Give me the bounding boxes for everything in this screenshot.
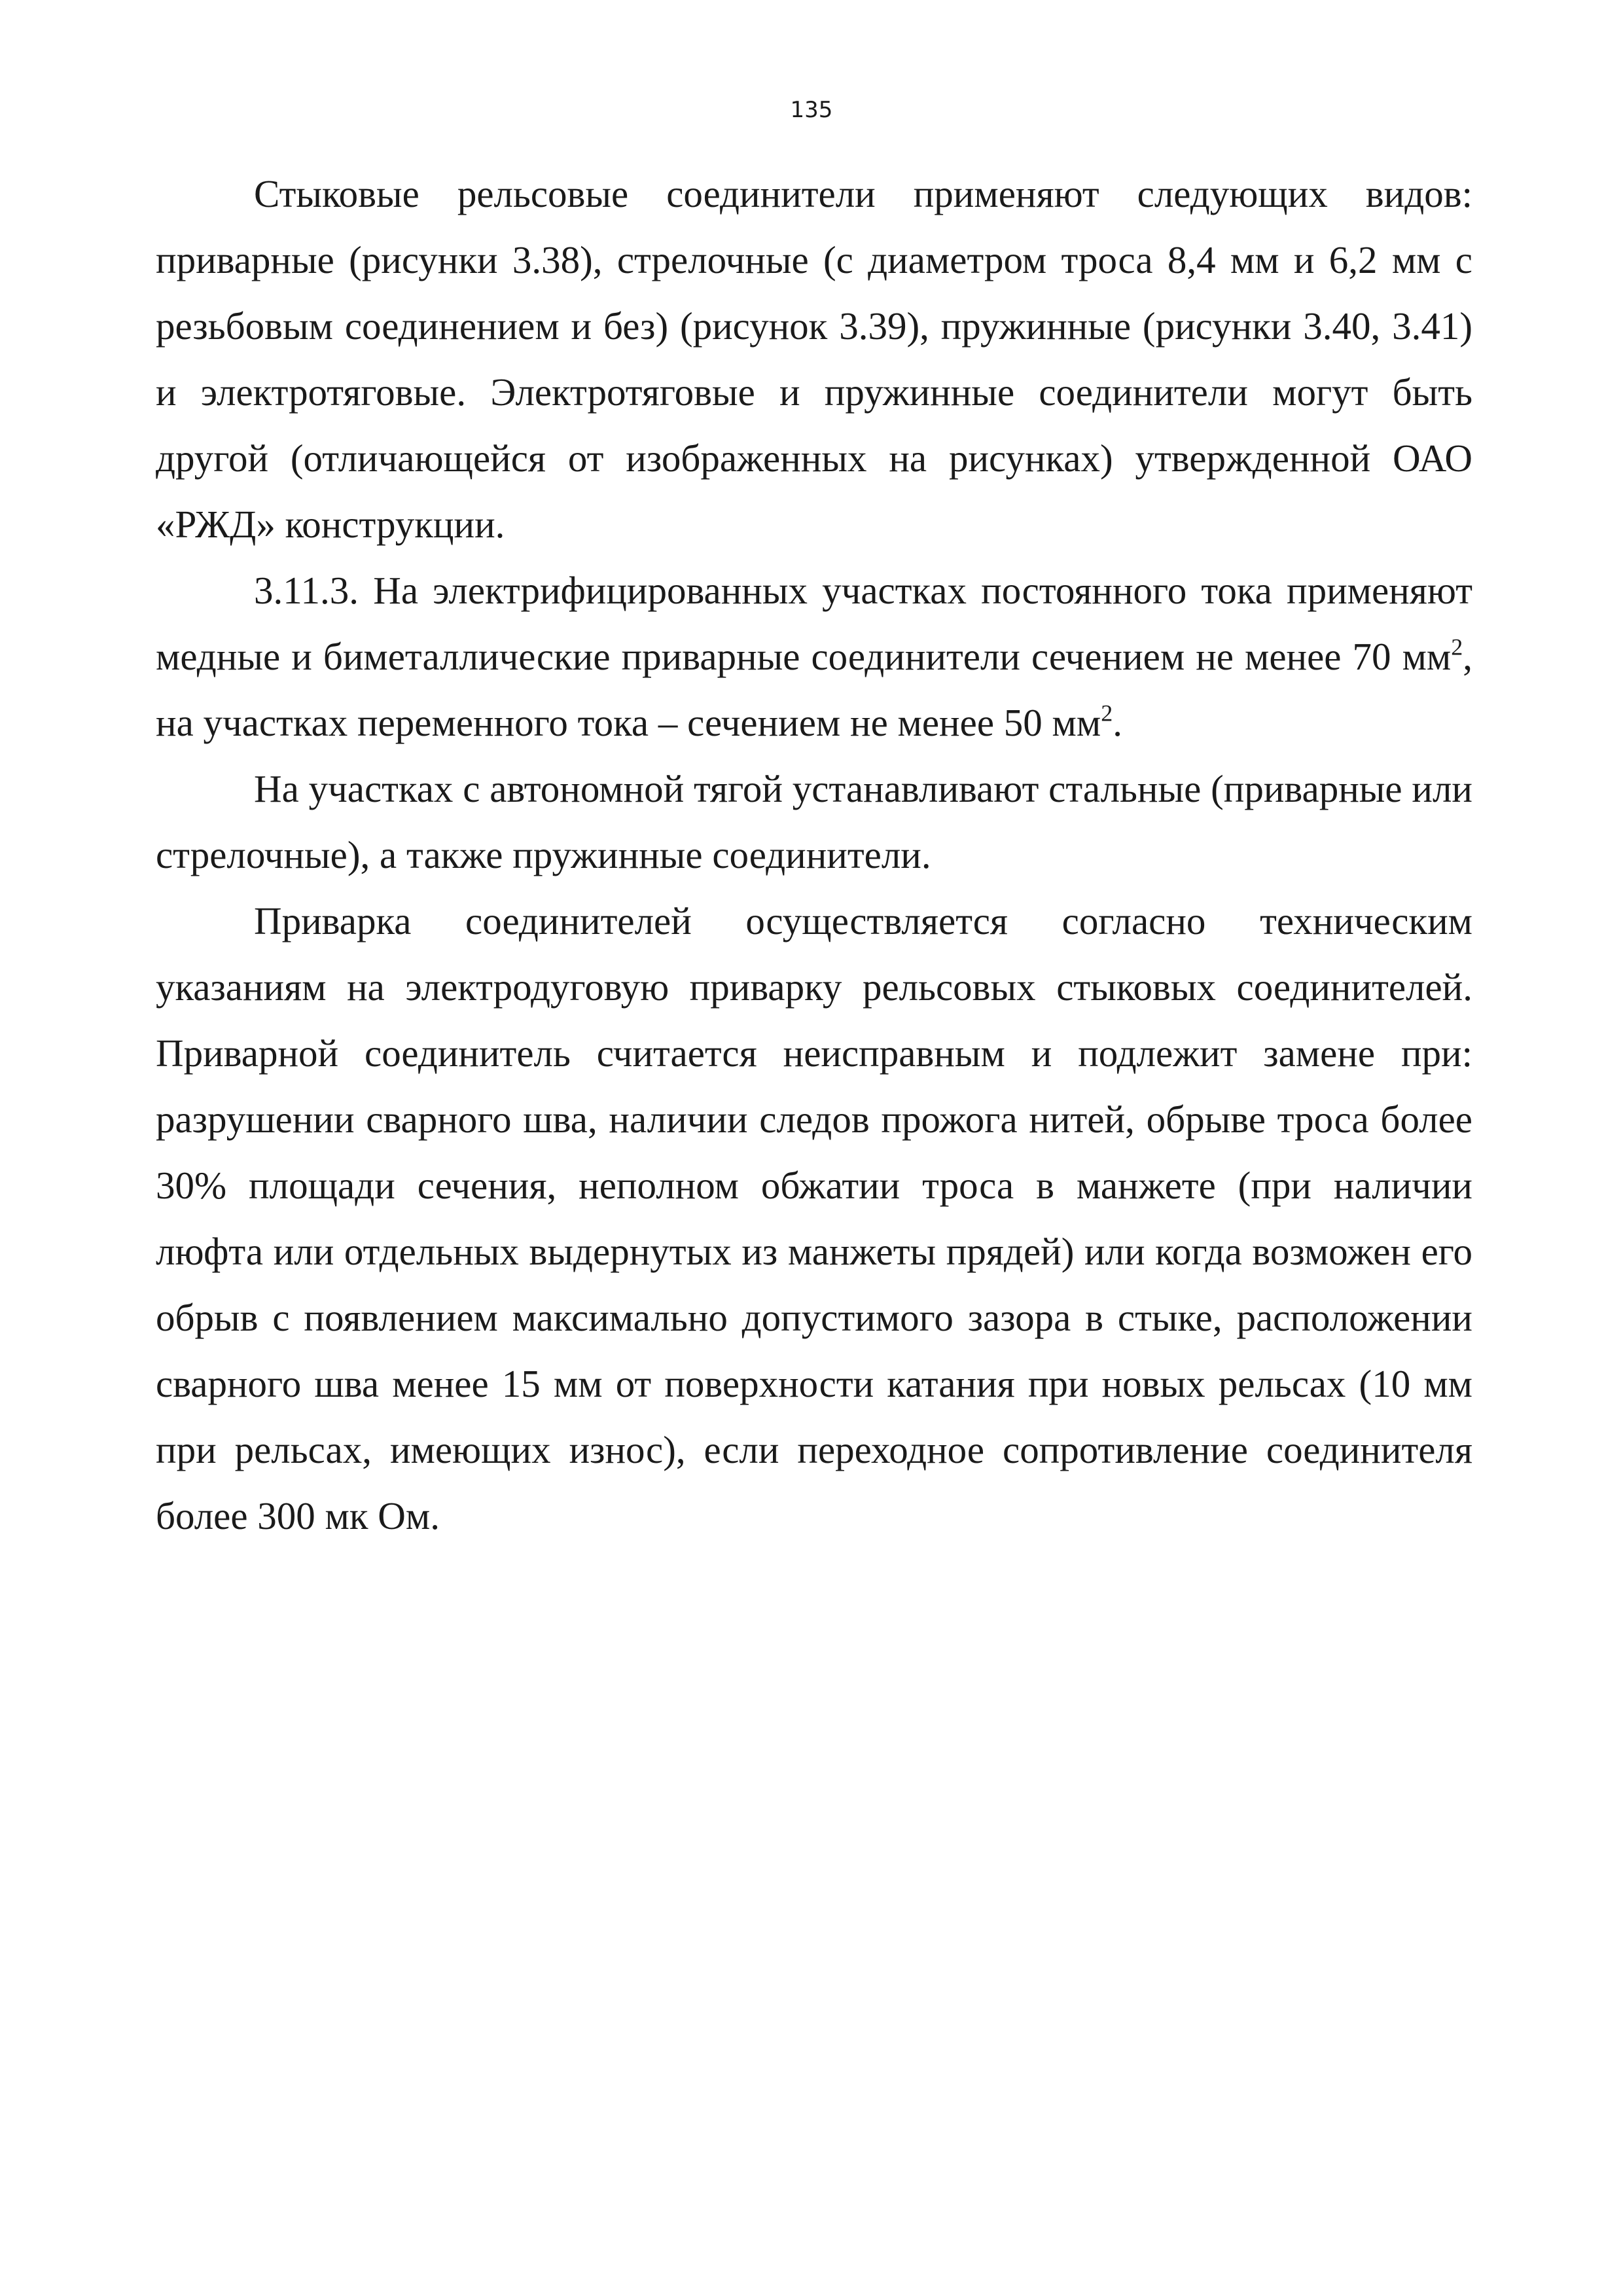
paragraph-section-3-11-3-part3: . bbox=[1113, 701, 1122, 744]
paragraph-section-3-11-3-part1: 3.11.3. На электрифицированных участках постоянного тока применяют медные и биметаллические приварные соединители сечением не менее 70 мм bbox=[156, 569, 1472, 678]
superscript-squared: 2 bbox=[1451, 634, 1463, 660]
superscript-squared: 2 bbox=[1101, 700, 1113, 726]
paragraph-section-3-11-3-part2: , на участках переменного тока – сечением не менее 50 мм bbox=[156, 635, 1472, 744]
paragraph-joint-connector-types: Стыковые рельсовые соединители применяют следующих видов: приварные (рисунки 3.38), стрелочные (с диаметром троса 8,4 мм и 6,2 мм с резьбовым соединением и без) (рисунок 3.39), пружинные (рисунки 3.40, 3.41) и электротяговые. Электротяговые и пружинные соединители могут быть другой (отличающейся от изображенных на рисунках) утвержденной ОАО «РЖД» конструкции. bbox=[156, 172, 1472, 546]
page-number: 135 bbox=[790, 97, 833, 123]
paragraph-section-3-11-3 bbox=[156, 558, 1472, 756]
paragraph-welding-requirements: Приварка соединителей осуществляется согласно техническим указаниям на электродуговую приварку рельсовых стыковых соединителей. Приварной соединитель считается неисправным и подлежит замене при: разрушении сварного шва, наличии следов прожога нитей, обрыве троса более 30% площади сечения, неполном обжатии троса в манжете (при наличии люфта или отдельных выдернутых из манжеты прядей) или когда возможен его обрыв с появлением максимально допустимого зазора в стыке, расположении сварного шва менее 15 мм от поверхности катания при новых рельсах (10 мм при рельсах, имеющих износ), если переходное сопротивление соединителя более 300 мк Ом. bbox=[156, 899, 1472, 1537]
paragraph-autonomous-traction: На участках с автономной тягой устанавливают стальные (приварные или стрелочные), а также пружинные соединители. bbox=[156, 767, 1472, 876]
body-text bbox=[156, 161, 1472, 1549]
